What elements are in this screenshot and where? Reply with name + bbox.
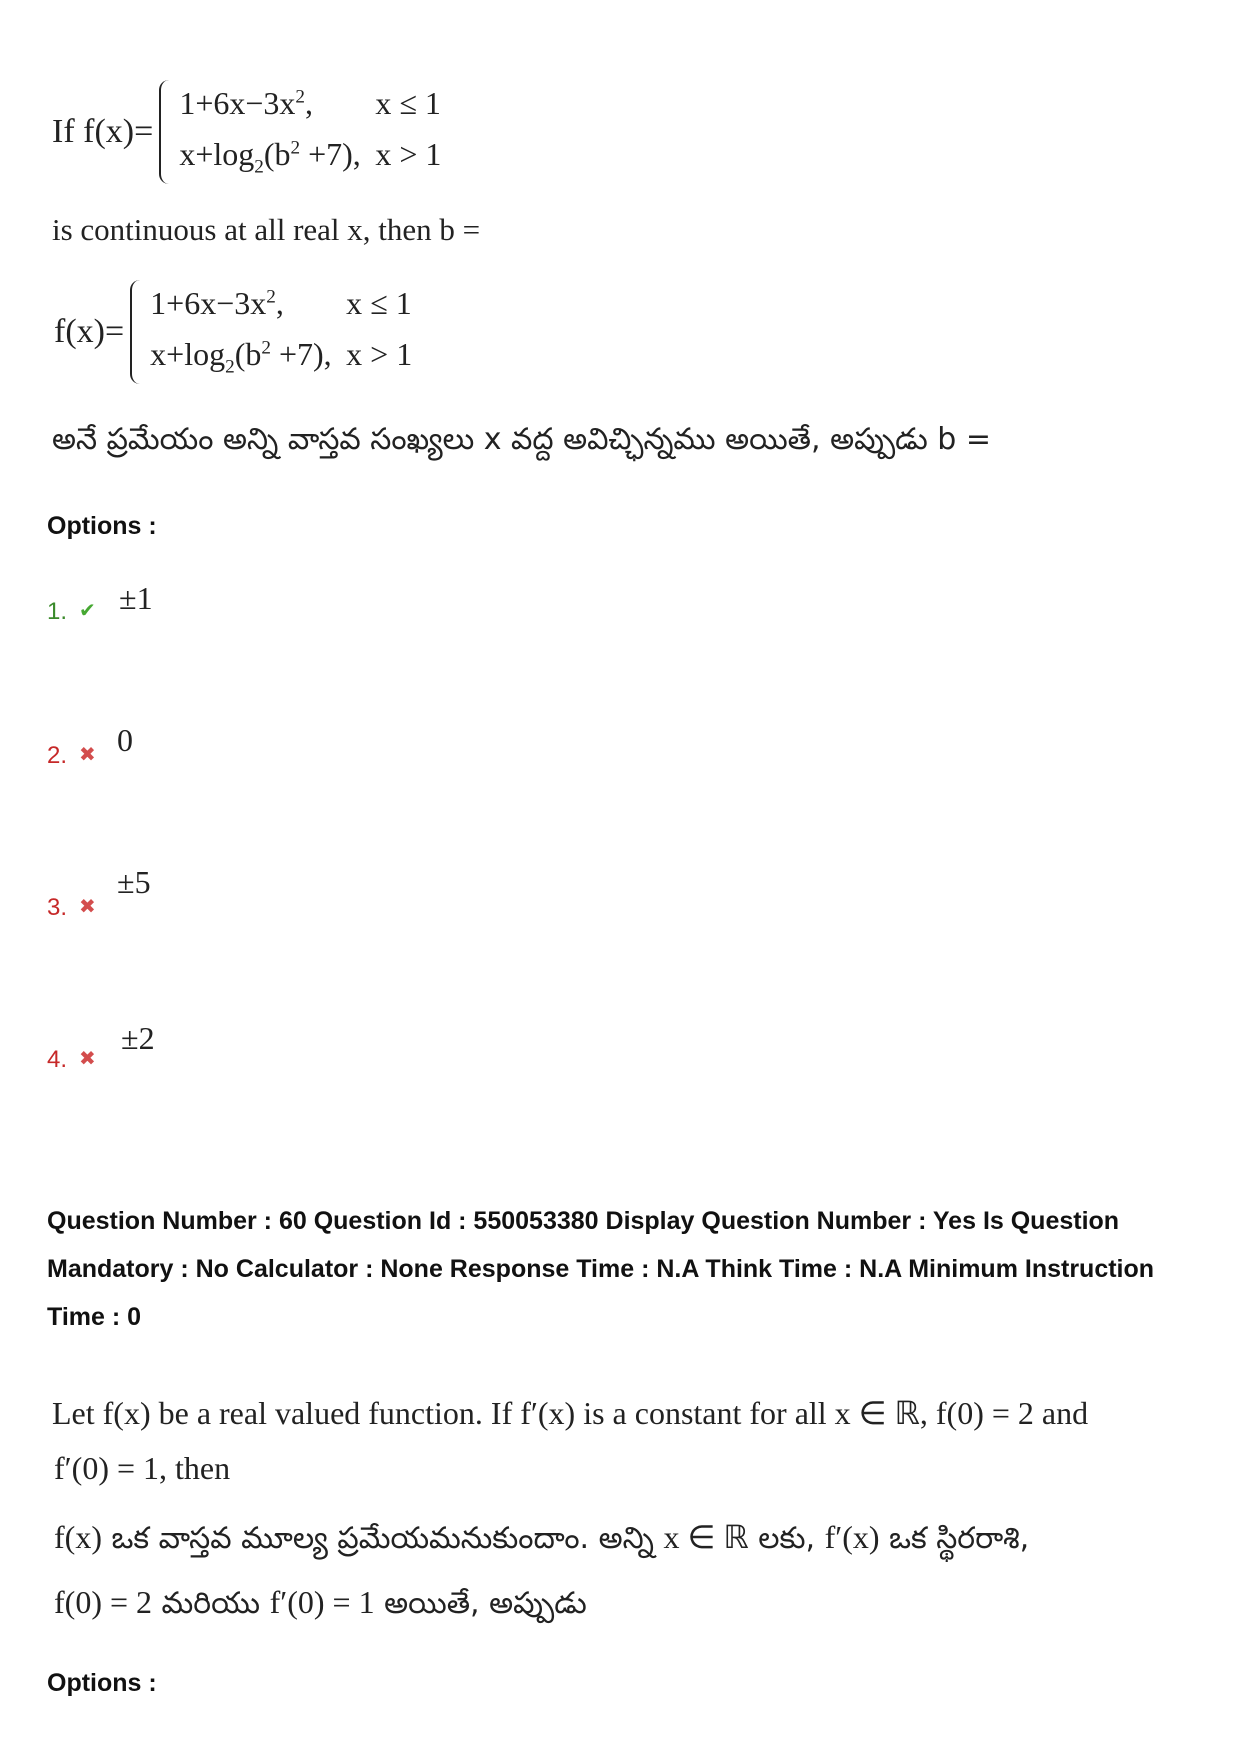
piece-row-1: $1+6x-3x^2$, x ≤ 1 bbox=[150, 285, 412, 322]
meta-line-3: Time : 0 bbox=[47, 1303, 142, 1331]
question-english-tail: is continuous at all real x, then b = bbox=[52, 212, 481, 247]
piece-row-2: $x+\log_2(b^2 +7)$, x > 1 bbox=[179, 136, 442, 178]
option-3[interactable] bbox=[47, 864, 347, 924]
question-telugu-text: అనే ప్రమేయం అన్ని వాస్తవ సంఖ్యలు x వద్ద అవిచ్ఛిన్నము అయితే, అప్పుడు b = bbox=[52, 422, 991, 457]
check-icon: ✔ bbox=[79, 600, 96, 622]
option-4[interactable] bbox=[47, 1020, 347, 1080]
option-value: 0 bbox=[117, 722, 133, 758]
meta-line-1: Question Number : 60 Question Id : 550053380 Display Question Number : Yes Is Question bbox=[47, 1207, 1120, 1235]
question-meta bbox=[47, 1197, 1217, 1341]
options-label: Options : bbox=[47, 1669, 157, 1697]
option-number: 3. bbox=[47, 894, 68, 921]
option-1[interactable] bbox=[47, 580, 347, 640]
option-number: 1. bbox=[47, 598, 68, 625]
function-lhs: f(x)= bbox=[54, 313, 125, 350]
question-english-line-1: Let f(x) be a real valued function. If f′(x) is a constant for all x ∈ ℝ, f(0) = 2 and bbox=[52, 1395, 1089, 1431]
piecewise-function-english bbox=[52, 76, 441, 188]
question-telugu-line-1: f(x) ఒక వాస్తవ మూల్య ప్రమేయమనుకుందాం. అన్ని x ∈ ℝ లకు, f′(x) ఒక స్థిరరాశి, bbox=[54, 1519, 1030, 1556]
cross-icon: ✖ bbox=[79, 896, 96, 918]
option-2[interactable] bbox=[47, 722, 347, 782]
question-telugu-line-2: f(0) = 2 మరియు f′(0) = 1 అయితే, అప్పుడు bbox=[54, 1584, 587, 1621]
question-english-line-2: f′(0) = 1, then bbox=[54, 1450, 231, 1486]
options-label: Options : bbox=[47, 512, 157, 540]
option-number: 2. bbox=[47, 742, 68, 769]
if-label: If f(x)= bbox=[52, 113, 154, 150]
cross-icon: ✖ bbox=[79, 1048, 96, 1070]
piece-row-1: $1+6x-3x^2$, x ≤ 1 bbox=[179, 85, 441, 122]
option-value: ±1 bbox=[119, 580, 153, 616]
option-value: ±5 bbox=[117, 864, 151, 900]
piecewise-function-telugu bbox=[54, 276, 412, 388]
left-brace bbox=[130, 280, 144, 384]
option-value: ±2 bbox=[121, 1020, 155, 1056]
meta-line-2: Mandatory : No Calculator : None Response Time : N.A Think Time : N.A Minimum Instruction bbox=[47, 1255, 1155, 1283]
cross-icon: ✖ bbox=[79, 744, 96, 766]
piece-row-2: $x+\log_2(b^2 +7)$, x > 1 bbox=[150, 336, 413, 378]
option-number: 4. bbox=[47, 1046, 68, 1073]
left-brace bbox=[159, 80, 173, 184]
